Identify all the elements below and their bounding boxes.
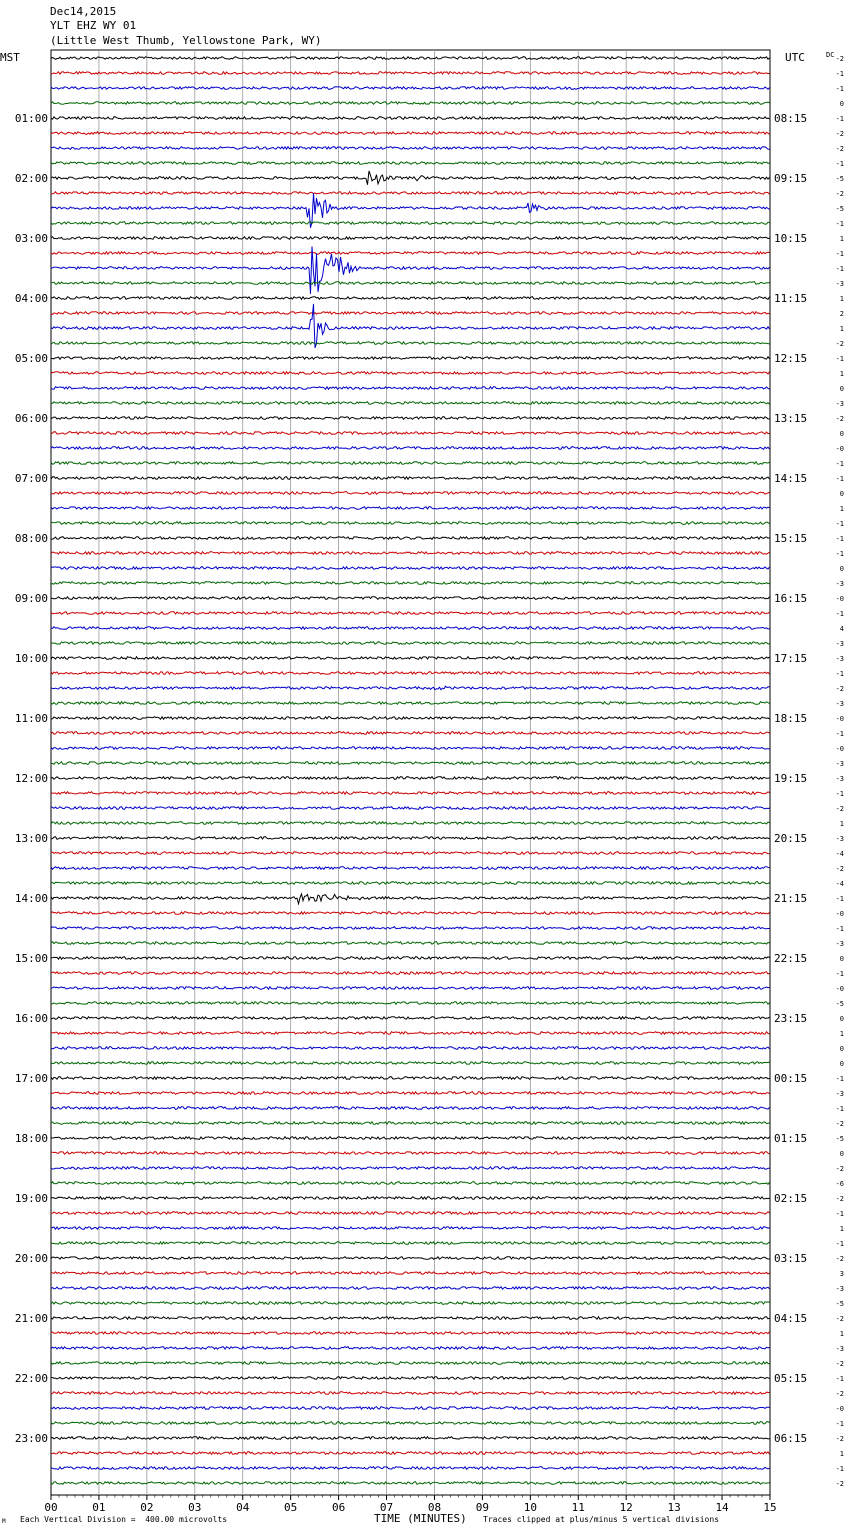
- dc-offset-label: -3: [835, 640, 844, 648]
- left-hour-label: 23:00: [14, 1432, 48, 1445]
- trace-row-87: [51, 1362, 770, 1365]
- trace-row-28: [51, 477, 770, 480]
- trace-row-21: [51, 372, 770, 375]
- trace-row-94: [51, 1467, 770, 1470]
- trace-row-8: [51, 171, 770, 185]
- trace-row-38: [51, 627, 770, 630]
- dc-offset-label: -0: [835, 595, 844, 603]
- dc-offset-label: -1: [835, 1375, 844, 1383]
- dc-offset-label: -1: [835, 220, 844, 228]
- trace-row-46: [51, 747, 770, 750]
- dc-offset-label: -1: [835, 115, 844, 123]
- dc-offset-label: 1: [839, 235, 844, 243]
- x-tick-label: 00: [44, 1501, 58, 1514]
- trace-row-51: [51, 822, 770, 825]
- right-hour-label: 01:15: [774, 1132, 808, 1145]
- trace-row-69: [51, 1092, 770, 1095]
- trace-row-32: [51, 537, 770, 540]
- dc-offset-label: -0: [835, 445, 844, 453]
- dc-offset-label: -1: [835, 1105, 844, 1113]
- dc-offset-label: -1: [835, 265, 844, 273]
- left-hour-label: 06:00: [14, 412, 48, 425]
- trace-row-34: [51, 567, 770, 570]
- dc-offset-label: 0: [839, 955, 844, 963]
- trace-row-9: [51, 192, 770, 195]
- dc-offset-label: -2: [835, 415, 844, 423]
- trace-row-12: [51, 237, 770, 240]
- x-tick-label: 05: [284, 1501, 298, 1514]
- trace-row-19: [51, 342, 770, 345]
- trace-row-58: [51, 927, 770, 930]
- trace-row-76: [51, 1197, 770, 1200]
- trace-row-39: [51, 642, 770, 645]
- dc-offset-label: -3: [835, 940, 844, 948]
- x-tick-label: 07: [379, 1501, 394, 1514]
- dc-offset-label: -3: [835, 835, 844, 843]
- dc-offset-label: -2: [835, 1195, 844, 1203]
- trace-row-2: [51, 87, 770, 90]
- dc-offset-label: -5: [835, 1135, 844, 1143]
- trace-row-36: [51, 597, 770, 600]
- dc-offset-label: -0: [835, 1405, 844, 1413]
- left-hour-label: 21:00: [14, 1312, 48, 1325]
- dc-offset-label: -2: [835, 685, 844, 693]
- dc-offset-label: -2: [835, 1315, 844, 1323]
- trace-row-24: [51, 417, 770, 420]
- trace-row-48: [51, 777, 770, 780]
- dc-offset-label: -3: [835, 775, 844, 783]
- trace-row-1: [51, 72, 770, 75]
- trace-row-20: [51, 357, 770, 360]
- left-hour-label: 05:00: [14, 352, 48, 365]
- right-hour-label: 19:15: [774, 772, 808, 785]
- left-hour-label: 08:00: [14, 532, 48, 545]
- dc-offset-label: -3: [835, 580, 844, 588]
- dc-offset-label: -1: [835, 160, 844, 168]
- right-hour-label: 14:15: [774, 472, 808, 485]
- dc-offset-label: -2: [835, 1360, 844, 1368]
- dc-offset-label: -2: [835, 1480, 844, 1488]
- dc-offset-label: 1: [839, 370, 844, 378]
- trace-row-17: [51, 312, 770, 315]
- dc-offset-label: -3: [835, 280, 844, 288]
- dc-offset-label: 0: [839, 1060, 844, 1068]
- right-timezone-label: UTC: [785, 51, 805, 64]
- dc-offset-label: -1: [835, 1075, 844, 1083]
- trace-row-37: [51, 612, 770, 615]
- x-tick-label: 11: [571, 1501, 585, 1514]
- dc-offset-label: -5: [835, 175, 844, 183]
- dc-offset-label: -2: [835, 190, 844, 198]
- trace-row-54: [51, 867, 770, 870]
- dc-offset-label: -0: [835, 985, 844, 993]
- dc-offset-label: 2: [839, 310, 844, 318]
- right-hour-label: 12:15: [774, 352, 808, 365]
- trace-row-89: [51, 1392, 770, 1395]
- dc-offset-label: -2: [835, 1165, 844, 1173]
- x-tick-label: 06: [331, 1501, 346, 1514]
- right-hour-label: 03:15: [774, 1252, 808, 1265]
- trace-row-90: [51, 1407, 770, 1410]
- dc-offset-label: -1: [835, 610, 844, 618]
- dc-offset-label: -1: [835, 925, 844, 933]
- trace-row-53: [51, 852, 770, 855]
- left-hour-label: 09:00: [14, 592, 48, 605]
- dc-offset-label: -0: [835, 715, 844, 723]
- right-hour-label: 23:15: [774, 1012, 808, 1025]
- trace-row-11: [51, 222, 770, 225]
- trace-row-42: [51, 686, 770, 690]
- trace-row-64: [51, 1017, 770, 1020]
- clip-note: Traces clipped at plus/minus 5 vertical divisions: [483, 1515, 720, 1524]
- x-tick-label: 08: [427, 1501, 442, 1514]
- dc-offset-label: -1: [835, 520, 844, 528]
- dc-offset-label: -1: [835, 1210, 844, 1218]
- trace-row-50: [51, 807, 770, 810]
- trace-row-61: [51, 972, 770, 975]
- trace-row-84: [51, 1317, 770, 1320]
- dc-offset-label: -2: [835, 1120, 844, 1128]
- trace-row-70: [51, 1107, 770, 1110]
- trace-row-91: [51, 1422, 770, 1425]
- trace-row-73: [51, 1152, 770, 1155]
- left-hour-label: 20:00: [14, 1252, 48, 1265]
- trace-row-6: [51, 147, 770, 150]
- plot-frame: [51, 50, 770, 1495]
- x-axis-title: TIME (MINUTES): [374, 1512, 467, 1525]
- trace-row-59: [51, 942, 770, 945]
- trace-row-16: [51, 297, 770, 300]
- right-hour-label: 16:15: [774, 592, 808, 605]
- dc-offset-label: -1: [835, 85, 844, 93]
- left-hour-label: 15:00: [14, 952, 48, 965]
- trace-row-88: [51, 1377, 770, 1380]
- dc-offset-label: -3: [835, 700, 844, 708]
- right-hour-label: 10:15: [774, 232, 808, 245]
- dc-offset-label: -1: [835, 895, 844, 903]
- x-tick-label: 04: [236, 1501, 250, 1514]
- dc-offset-label: -3: [835, 400, 844, 408]
- trace-row-0: [51, 57, 770, 60]
- trace-row-63: [51, 1002, 770, 1005]
- dc-offset-label: -1: [835, 670, 844, 678]
- x-tick-label: 01: [92, 1501, 106, 1514]
- dc-offset-label: -3: [835, 1345, 844, 1353]
- left-timezone-label: MST: [0, 51, 20, 64]
- station-location: (Little West Thumb, Yellowstone Park, WY): [50, 34, 322, 47]
- left-hour-label: 01:00: [14, 112, 48, 125]
- dc-offset-label: 1: [839, 505, 844, 513]
- trace-row-45: [51, 732, 770, 735]
- x-tick-label: 13: [667, 1501, 681, 1514]
- trace-row-85: [51, 1332, 770, 1335]
- right-hour-label: 06:15: [774, 1432, 808, 1445]
- dc-offset-label: -2: [835, 145, 844, 153]
- trace-row-29: [51, 492, 770, 495]
- trace-row-77: [51, 1212, 770, 1215]
- trace-row-15: [51, 282, 770, 285]
- trace-row-75: [51, 1182, 770, 1185]
- trace-row-5: [51, 132, 770, 135]
- x-tick-label: 03: [188, 1501, 202, 1514]
- trace-row-71: [51, 1122, 770, 1125]
- dc-offset-label: -2: [835, 805, 844, 813]
- x-tick-label: 09: [475, 1501, 490, 1514]
- x-tick-label: 10: [523, 1501, 537, 1514]
- dc-offset-label: 1: [839, 325, 844, 333]
- trace-row-22: [51, 387, 770, 390]
- trace-row-92: [51, 1437, 770, 1440]
- dc-offset-label: 0: [839, 1150, 844, 1158]
- dc-offset-label: 0: [839, 490, 844, 498]
- trace-row-13: [51, 252, 770, 255]
- trace-row-49: [51, 792, 770, 795]
- right-hour-label: 17:15: [774, 652, 808, 665]
- trace-row-86: [51, 1347, 770, 1350]
- dc-offset-label: -1: [835, 250, 844, 258]
- dc-offset-label: -4: [835, 880, 844, 888]
- vertical-scale-note: Each Vertical Division = 400.00 microvolts: [20, 1515, 228, 1524]
- dc-offset-header: DC: [826, 51, 835, 59]
- trace-row-57: [51, 912, 770, 915]
- trace-row-60: [51, 957, 770, 960]
- left-hour-label: 16:00: [14, 1012, 48, 1025]
- dc-offset-label: -0: [835, 745, 844, 753]
- trace-row-81: [51, 1272, 770, 1275]
- left-hour-label: 03:00: [14, 232, 48, 245]
- x-tick-label: 12: [619, 1501, 633, 1514]
- right-hour-label: 02:15: [774, 1192, 808, 1205]
- right-hour-label: 15:15: [774, 532, 808, 545]
- trace-row-62: [51, 987, 770, 990]
- dc-offset-label: 1: [839, 1330, 844, 1338]
- left-hour-label: 11:00: [14, 712, 48, 725]
- dc-offset-label: -1: [835, 970, 844, 978]
- dc-offset-label: -2: [835, 865, 844, 873]
- left-hour-label: 17:00: [14, 1072, 48, 1085]
- dc-offset-label: 3: [839, 1270, 844, 1278]
- dc-offset-label: -1: [835, 460, 844, 468]
- dc-offset-label: -1: [835, 730, 844, 738]
- left-hour-label: 02:00: [14, 172, 48, 185]
- dc-offset-label: -1: [835, 1465, 844, 1473]
- left-hour-label: 12:00: [14, 772, 48, 785]
- dc-offset-label: -2: [835, 340, 844, 348]
- trace-row-67: [51, 1062, 770, 1065]
- right-hour-label: 00:15: [774, 1072, 808, 1085]
- right-hour-label: 09:15: [774, 172, 808, 185]
- dc-offset-label: -1: [835, 355, 844, 363]
- dc-offset-label: 1: [839, 295, 844, 303]
- dc-offset-label: -3: [835, 655, 844, 663]
- trace-row-33: [51, 552, 770, 555]
- x-tick-label: 14: [715, 1501, 729, 1514]
- dc-offset-label: 1: [839, 820, 844, 828]
- dc-offset-label: -2: [835, 1390, 844, 1398]
- right-hour-label: 21:15: [774, 892, 808, 905]
- left-hour-label: 18:00: [14, 1132, 48, 1145]
- trace-row-66: [51, 1047, 770, 1050]
- dc-offset-label: 0: [839, 385, 844, 393]
- right-hour-label: 11:15: [774, 292, 808, 305]
- trace-row-40: [51, 657, 770, 660]
- dc-offset-label: -5: [835, 205, 844, 213]
- right-hour-label: 05:15: [774, 1372, 808, 1385]
- dc-offset-label: -3: [835, 1285, 844, 1293]
- trace-row-83: [51, 1302, 770, 1305]
- trace-row-56: [51, 894, 770, 904]
- right-hour-label: 20:15: [774, 832, 808, 845]
- trace-row-93: [51, 1452, 770, 1455]
- dc-offset-label: -5: [835, 1000, 844, 1008]
- trace-row-78: [51, 1227, 770, 1230]
- left-hour-label: 13:00: [14, 832, 48, 845]
- dc-offset-label: -3: [835, 1090, 844, 1098]
- dc-offset-label: -1: [835, 550, 844, 558]
- dc-offset-label: 4: [839, 625, 844, 633]
- dc-offset-label: 1: [839, 1030, 844, 1038]
- trace-row-25: [51, 432, 770, 435]
- trace-row-18: [51, 304, 770, 348]
- trace-row-27: [51, 462, 770, 465]
- dc-offset-label: -2: [835, 55, 844, 63]
- dc-offset-label: -5: [835, 1300, 844, 1308]
- dc-offset-label: -1: [835, 790, 844, 798]
- trace-row-7: [51, 162, 770, 165]
- trace-row-82: [51, 1287, 770, 1290]
- trace-row-3: [51, 102, 770, 105]
- record-date: Dec14,2015: [50, 5, 117, 18]
- dc-offset-label: -1: [835, 475, 844, 483]
- trace-row-55: [51, 882, 770, 885]
- trace-row-44: [51, 717, 770, 720]
- trace-row-74: [51, 1167, 770, 1170]
- x-tick-label: 02: [140, 1501, 154, 1514]
- dc-offset-label: 1: [839, 1450, 844, 1458]
- left-hour-label: 10:00: [14, 652, 48, 665]
- x-tick-label: 15: [763, 1501, 777, 1514]
- trace-row-35: [51, 582, 770, 585]
- footer-mark: M: [2, 1518, 6, 1525]
- dc-offset-label: -1: [835, 1420, 844, 1428]
- left-hour-label: 22:00: [14, 1372, 48, 1385]
- dc-offset-label: -2: [835, 130, 844, 138]
- trace-row-79: [51, 1242, 770, 1245]
- dc-offset-label: -2: [835, 1255, 844, 1263]
- dc-offset-label: 1: [839, 1225, 844, 1233]
- trace-row-47: [51, 762, 770, 765]
- station-code: YLT EHZ WY 01: [50, 19, 137, 32]
- right-hour-label: 18:15: [774, 712, 808, 725]
- right-hour-label: 22:15: [774, 952, 808, 965]
- dc-offset-label: -3: [835, 760, 844, 768]
- dc-offset-label: -2: [835, 1435, 844, 1443]
- trace-row-4: [51, 117, 770, 120]
- dc-offset-label: -6: [835, 1180, 844, 1188]
- trace-row-95: [51, 1482, 770, 1485]
- trace-row-68: [51, 1077, 770, 1080]
- trace-row-31: [51, 522, 770, 525]
- trace-row-43: [51, 702, 770, 705]
- trace-row-26: [51, 447, 770, 450]
- left-hour-label: 04:00: [14, 292, 48, 305]
- trace-row-72: [51, 1137, 770, 1140]
- dc-offset-label: 0: [839, 100, 844, 108]
- dc-offset-label: -1: [835, 535, 844, 543]
- dc-offset-label: 0: [839, 430, 844, 438]
- dc-offset-label: -0: [835, 910, 844, 918]
- trace-row-41: [51, 672, 770, 675]
- trace-row-80: [51, 1257, 770, 1260]
- trace-row-65: [51, 1032, 770, 1035]
- dc-offset-label: -1: [835, 70, 844, 78]
- right-hour-label: 04:15: [774, 1312, 808, 1325]
- trace-row-52: [51, 837, 770, 840]
- dc-offset-label: -4: [835, 850, 844, 858]
- left-hour-label: 19:00: [14, 1192, 48, 1205]
- trace-row-30: [51, 507, 770, 510]
- left-hour-label: 14:00: [14, 892, 48, 905]
- right-hour-label: 13:15: [774, 412, 808, 425]
- left-hour-label: 07:00: [14, 472, 48, 485]
- right-hour-label: 08:15: [774, 112, 808, 125]
- dc-offset-label: 0: [839, 1015, 844, 1023]
- dc-offset-label: -1: [835, 1240, 844, 1248]
- trace-row-23: [51, 402, 770, 405]
- dc-offset-label: 0: [839, 565, 844, 573]
- dc-offset-label: 0: [839, 1045, 844, 1053]
